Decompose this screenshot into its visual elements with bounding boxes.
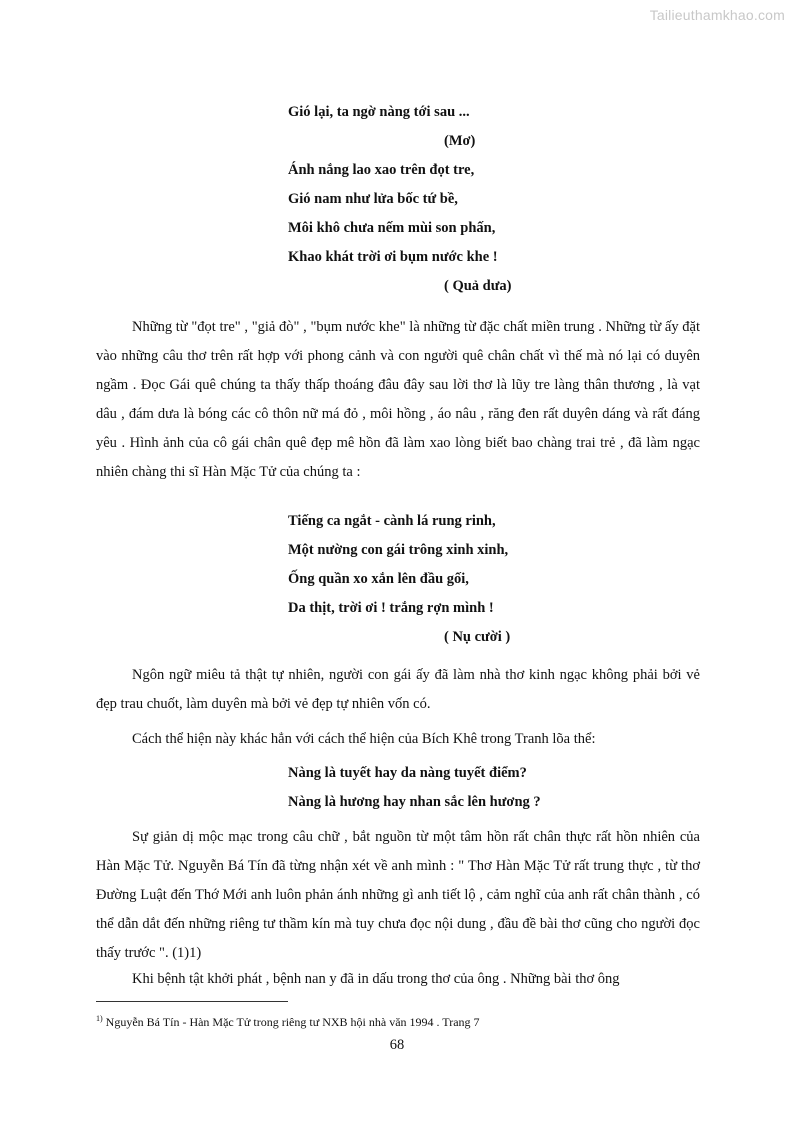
verse-line: Da thịt, trời ơi ! trắng rợn mình ! xyxy=(288,600,494,616)
verse-mo xyxy=(288,98,475,156)
footnote xyxy=(96,1011,480,1030)
paragraph-simplicity xyxy=(96,823,700,968)
verse-line: Gió nam như lửa bốc tứ bề, xyxy=(288,191,458,207)
watermark-text: Tailieuthamkhao.com xyxy=(649,7,785,23)
paragraph-text: Ngôn ngữ miêu tả thật tự nhiên, người con gái ấy đã làm nhà thơ kinh ngạc không phải bởi vẻ đẹp trau chuốt, làm duyên mà bởi vẻ đẹp tự nhiên vốn có. xyxy=(96,667,700,712)
verse-line: Gió lại, ta ngờ nàng tới sau ... xyxy=(288,104,470,120)
verse-nu-cuoi xyxy=(288,507,510,652)
paragraph-dialect-words xyxy=(96,313,700,487)
paragraph-illness xyxy=(96,965,700,994)
footnote-marker: 1) xyxy=(96,1014,103,1023)
verse-line: Ống quần xo xắn lên đầu gối, xyxy=(288,571,469,587)
page-number: 68 xyxy=(389,1037,405,1053)
verse-tranh-loa-the xyxy=(288,759,541,817)
verse-line: Môi khô chưa nếm mùi son phấn, xyxy=(288,220,496,236)
paragraph-text: Cách thể hiện này khác hẳn với cách thể hiện của Bích Khê trong Tranh lõa thể: xyxy=(132,731,596,747)
verse-attribution: ( Nụ cười ) xyxy=(444,629,511,645)
verse-attribution: ( Quả dưa) xyxy=(444,278,512,294)
verse-line: Nàng là tuyết hay da nàng tuyết điểm? xyxy=(288,765,527,781)
verse-qua-dua xyxy=(288,156,512,301)
paragraph-text: Khi bệnh tật khởi phát , bệnh nan y đã in dấu trong thơ của ông . Những bài thơ ông xyxy=(132,971,620,987)
verse-line: Một nường con gái trông xinh xinh, xyxy=(288,542,509,558)
verse-line: Ánh nắng lao xao trên đọt tre, xyxy=(288,162,475,178)
verse-line: Khao khát trời ơi bụm nước khe ! xyxy=(288,249,498,265)
verse-line: Nàng là hương hay nhan sắc lên hương ? xyxy=(288,794,541,810)
footnote-divider xyxy=(96,1001,288,1002)
paragraph-natural-language xyxy=(96,661,700,719)
paragraph-text: Sự giản dị mộc mạc trong câu chữ , bắt nguồn từ một tâm hồn rất chân thực rất hồn nhiên của Hàn Mặc Tử. Nguyễn Bá Tín đã từng nhận xét về anh mình : " Thơ Hàn Mặc Tử rất trung thực , từ thơ Đường Luật đến Thớ Mới anh luôn phản ánh những gì anh tiết lộ , cảm nghĩ của anh rất chân thành , có thể dẫn dắt đến những riêng tư thầm kín mà tuy chưa đọc nội dung , đầu đề bài thơ cũng cho người đọc thấy trước ". (1)1) xyxy=(96,829,700,961)
paragraph-text: Những từ "đọt tre" , "giả đò" , "bụm nước khe" là những từ đặc chất miền trung . Những từ ấy đặt vào những câu thơ trên rất hợp với phong cảnh và con người quê chân chất vì thế mà nó lại có duyên ngầm . Đọc Gái quê chúng ta thấy thấp thoáng đâu đây sau lời thơ là lũy tre làng thân thương , là vạt dâu , đám dưa là bóng các cô thôn nữ má đỏ , môi hồng , áo nâu , răng đen rất duyên dáng và rất đáng yêu . Hình ảnh của cô gái chân quê đẹp mê hồn đã làm xao lòng biết bao chàng trai trẻ , đã làm ngạc nhiên chàng thi sĩ Hàn Mặc Tử của chúng ta : xyxy=(96,319,700,480)
verse-attribution: (Mơ) xyxy=(444,133,476,149)
paragraph-bich-khe xyxy=(96,725,700,754)
verse-line: Tiếng ca ngắt - cành lá rung rinh, xyxy=(288,513,496,529)
footnote-text: Nguyễn Bá Tín - Hàn Mặc Tử trong riêng tư NXB hội nhà văn 1994 . Trang 7 xyxy=(105,1015,480,1029)
